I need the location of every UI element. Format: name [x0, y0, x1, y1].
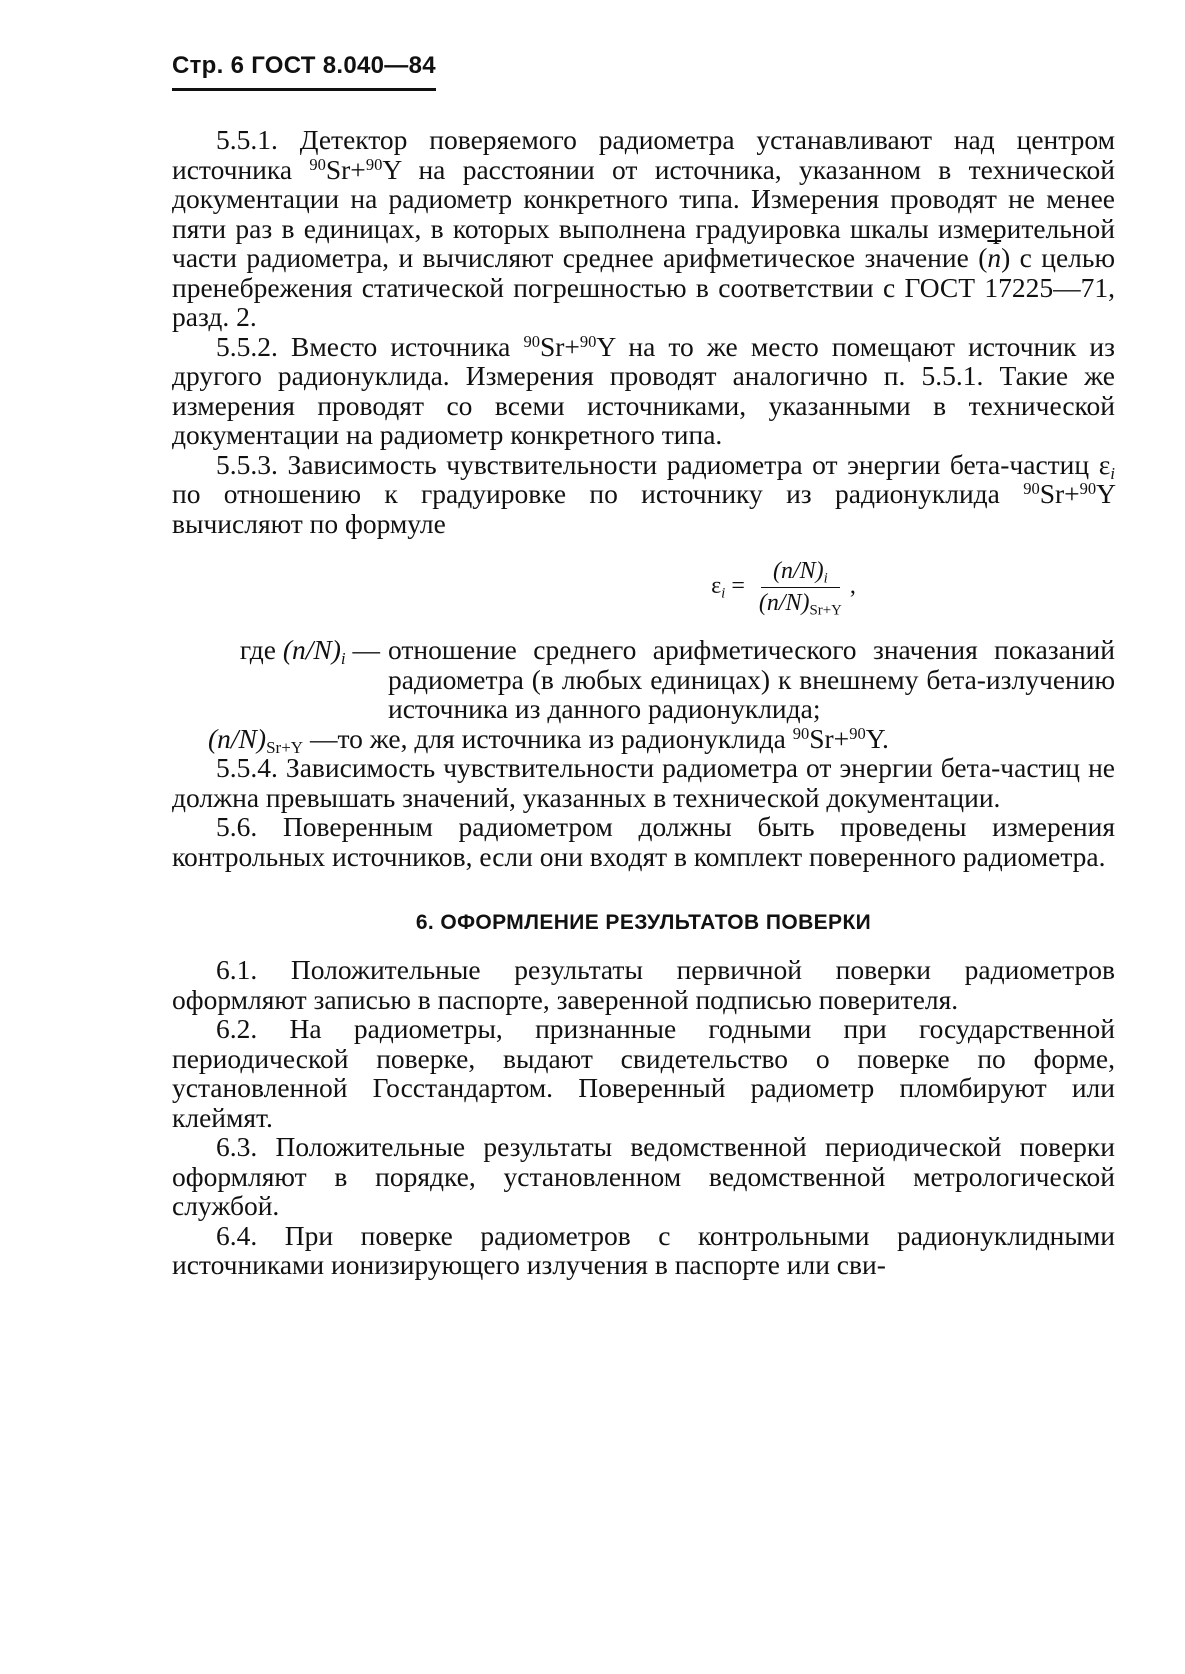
paragraph-6-3: 6.3. Положительные результаты ведомственной периодической поверки оформляют в порядке, установленном ведомственной метрологической службой. — [172, 1131, 1115, 1221]
paragraph-6-4: 6.4. При поверке радиометров с контрольными радионуклидными источниками ионизирующего излучения в паспорте или сви- — [172, 1219, 1115, 1280]
numerator-term: (n/N) — [772, 558, 824, 584]
term-symbol: (n/N) — [282, 634, 341, 665]
paragraph-5-5-1 — [172, 125, 1115, 332]
element-symbol: Y — [382, 153, 402, 185]
paragraph-5-5-2 — [172, 332, 1115, 450]
isotope-number: 90 — [849, 723, 866, 743]
index-symbol: i — [1110, 463, 1115, 483]
fraction-denominator — [751, 588, 850, 617]
text: по отношению к градуировке по источнику из радионуклида — [172, 478, 1024, 509]
denominator-index: Sr+Y — [809, 602, 842, 619]
text: 5.5.2. Вместо источника — [216, 330, 524, 362]
equals-sign: = — [731, 573, 745, 600]
where-definition-text: отношение среднего арифметического значения показаний радиометра (в любых единицах) к внешнему бета-излучению источника из данного радионуклида; — [388, 634, 1115, 724]
epsilon-symbol: ε — [1098, 448, 1111, 480]
text: вычисляют по формуле — [172, 507, 446, 539]
fraction-numerator — [761, 558, 840, 588]
page-header: Стр. 6 ГОСТ 8.040—84 — [172, 52, 436, 91]
element-symbol: Sr+ — [1039, 478, 1080, 509]
isotope-number: 90 — [309, 154, 326, 174]
isotope-number: 90 — [792, 723, 810, 743]
isotope-number: 90 — [579, 331, 597, 351]
sensitivity-formula — [452, 558, 1115, 617]
text: ) с целью пренебрежения статической погрешностью в соответствии с ГОСТ 17225—71, разд. 2. — [172, 242, 1115, 332]
term-symbol: (n/N) — [208, 722, 267, 754]
dash: — — [345, 634, 380, 665]
paragraph-6-1: 6.1. Положительные результаты первичной поверки радиометров оформляют записью в паспорте, заверенной подписью поверителя. — [172, 954, 1115, 1015]
formula-fraction — [751, 558, 850, 617]
text: на то же место помещают источник из другого радионуклида. Измерения проводят аналогично п. 5.5.1. Такие же измерения проводят со всеми источниками, указанными в технической документации на радиометр конкретного типа. — [172, 330, 1115, 450]
formula-lhs: ε — [711, 573, 722, 600]
where-term — [172, 635, 388, 724]
paragraph-5-5-4: 5.5.4. Зависимость чувствительности радиометра от энергии бета-частиц не должна превышать значений, указанных в технической документации. — [172, 752, 1115, 813]
isotope-number: 90 — [1023, 478, 1040, 498]
where-definition-text — [338, 724, 889, 754]
where-definition-1 — [172, 635, 1115, 724]
element-symbol: Sr+ — [809, 722, 850, 754]
element-symbol: Sr+ — [325, 153, 366, 185]
element-symbol: Y. — [865, 722, 889, 754]
text: 5.5.1. Детектор поверяемого радиометра устанавливают над центром источника — [172, 124, 1115, 185]
section-6-title: 6. ОФОРМЛЕНИЕ РЕЗУЛЬТАТОВ ПОВЕРКИ — [415, 911, 872, 934]
element-symbol: Y — [596, 330, 616, 362]
isotope-number: 90 — [523, 331, 540, 351]
paragraph-6-2: 6.2. На радиометры, признанные годными при государственной периодической поверке, выдают свидетельство о поверке по форме, установленной Госстандартом. Поверенный радиометр пломбируют или клеймят. — [172, 1013, 1115, 1133]
element-symbol: Y — [1096, 478, 1115, 509]
paragraph-5-5-3 — [172, 450, 1115, 539]
formula-lhs-index: i — [721, 585, 726, 602]
term-index: i — [340, 649, 346, 669]
where-definition-2 — [208, 722, 1115, 757]
numerator-index: i — [823, 570, 828, 587]
where-word: где — [239, 634, 283, 665]
text: 5.5.3. Зависимость чувствительности радиометра от энергии бета-частиц — [216, 448, 1099, 480]
term-index: Sr+Y — [266, 737, 304, 757]
text: то же, для источника из радионуклида — [337, 722, 793, 754]
where-term — [208, 722, 338, 757]
denominator-term: (n/N) — [758, 590, 810, 616]
element-symbol: Sr+ — [539, 330, 580, 362]
paragraph-5-6: 5.6. Поверенным радиометром должны быть проведены измерения контрольных источников, если они входят в комплект поверенного радиометра. — [172, 811, 1115, 872]
isotope-number: 90 — [365, 154, 383, 174]
isotope-number: 90 — [1079, 478, 1097, 498]
formula-comma: , — [849, 573, 856, 600]
text: на расстоянии от источника, указанном в технической документации на радиометр конкретного типа. Измерения проводят не менее пяти раз в единицах, в которых выполнена градуировка шкалы измерительной части радиометра, и вычисляют среднее арифметическое значение ( — [172, 153, 1116, 273]
dash: — — [303, 722, 338, 754]
mean-symbol: $\overline{n}$ — [987, 242, 1002, 273]
